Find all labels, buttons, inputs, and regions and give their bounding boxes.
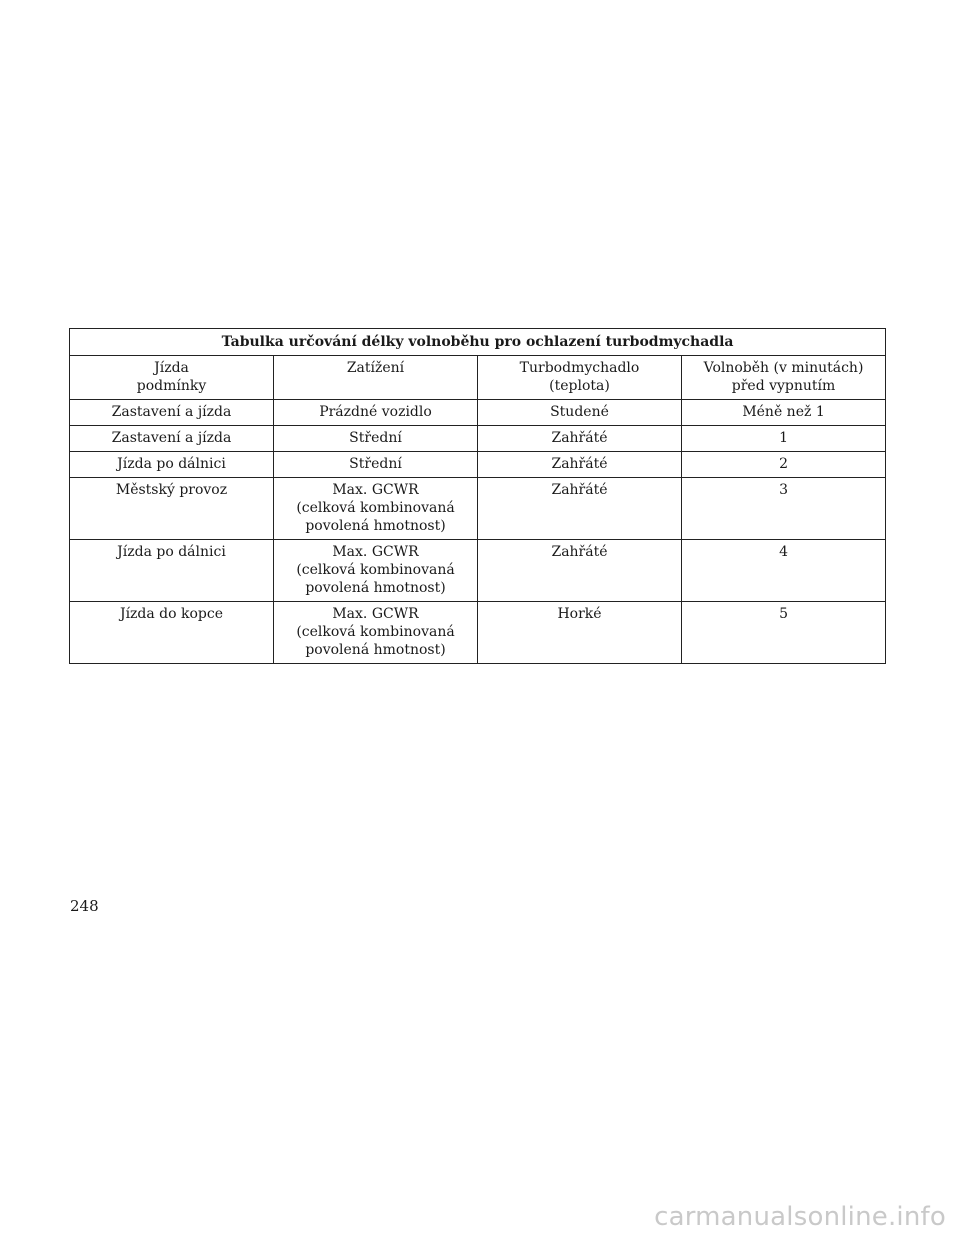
table-cell: Zahřáté: [478, 478, 682, 540]
table-cell: Městský provoz: [70, 478, 274, 540]
table-cell: Jízda po dálnici: [70, 540, 274, 602]
table-row: [70, 452, 886, 478]
table-cell: Prázdné vozidlo: [274, 400, 478, 426]
table-cell: 4: [682, 540, 886, 602]
table-cell: 2: [682, 452, 886, 478]
table-cell: Jízda po dálnici: [70, 452, 274, 478]
header-idle-minutes: Volnoběh (v minutách) před vypnutím: [682, 356, 886, 400]
table-cell: 1: [682, 426, 886, 452]
table-row: [70, 426, 886, 452]
table-title: Tabulka určování délky volnoběhu pro ochlazení turbodmychadla: [70, 329, 886, 356]
table-cell: Zahřáté: [478, 540, 682, 602]
table-cell: 3: [682, 478, 886, 540]
table-row: [70, 478, 886, 540]
table-cell: Zastavení a jízda: [70, 400, 274, 426]
table-header-row: [70, 356, 886, 400]
table-row: [70, 400, 886, 426]
table-cell: Max. GCWR (celková kombinovaná povolená hmotnost): [274, 540, 478, 602]
table-cell: Střední: [274, 426, 478, 452]
table-cell: Střední: [274, 452, 478, 478]
table-cell: Horké: [478, 602, 682, 664]
table-cell: Studené: [478, 400, 682, 426]
table-row: [70, 602, 886, 664]
header-conditions: Jízda podmínky: [70, 356, 274, 400]
table-cell: Max. GCWR (celková kombinovaná povolená hmotnost): [274, 478, 478, 540]
header-turbo-temperature: Turbodmychadlo (teplota): [478, 356, 682, 400]
table-cell: Max. GCWR (celková kombinovaná povolená hmotnost): [274, 602, 478, 664]
table-row: [70, 540, 886, 602]
table-cell: 5: [682, 602, 886, 664]
header-load: Zatížení: [274, 356, 478, 400]
table-cell: Méně než 1: [682, 400, 886, 426]
turbo-idle-table: [69, 328, 886, 664]
table-title-row: [70, 329, 886, 356]
watermark: carmanualsonline.info: [654, 1202, 946, 1232]
page-number: 248: [70, 897, 99, 915]
table-cell: Zahřáté: [478, 426, 682, 452]
table-cell: Zahřáté: [478, 452, 682, 478]
table-cell: Zastavení a jízda: [70, 426, 274, 452]
table-cell: Jízda do kopce: [70, 602, 274, 664]
